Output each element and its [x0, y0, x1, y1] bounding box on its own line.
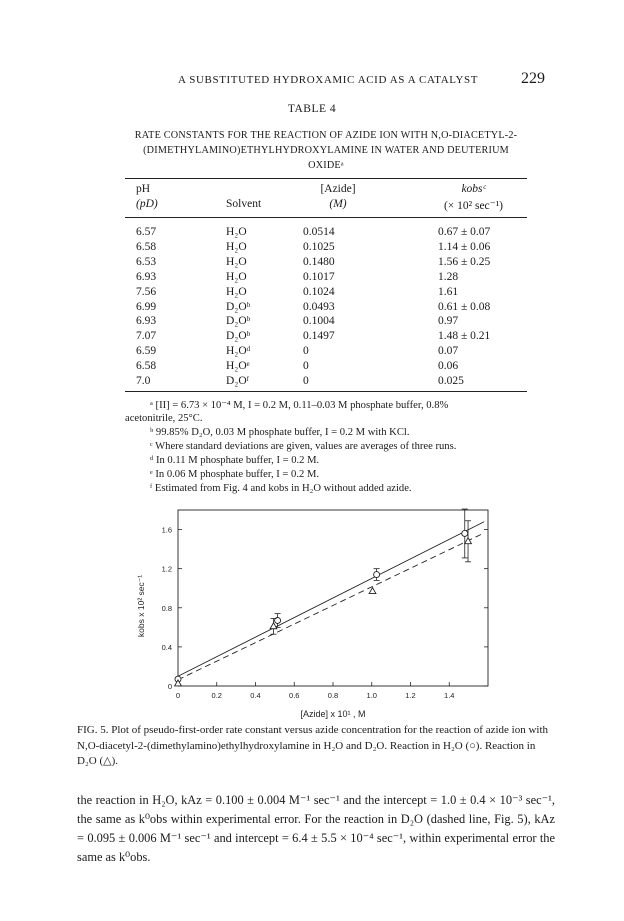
table-cell-ph: 7.56	[136, 285, 157, 298]
footnote-b: ᵇ 99.85% D₂O, 0.03 M phosphate buffer, I = 0.2 M with KCl.	[150, 427, 410, 438]
table-cell-ph: 7.07	[136, 330, 157, 343]
header-kobs: kobsᶜ	[461, 183, 486, 195]
footnote-a-cont: acetonitrile, 25°C.	[125, 413, 203, 424]
body-paragraph: the reaction in H₂O, kAz = 0.100 ± 0.004 M⁻¹ sec⁻¹ and the intercept = 1.0 ± 0.4 × 10⁻³ sec⁻¹, the same as k⁰obs within experimental error. For the reaction in D₂O (dashed line, Fig. 5), kAz = 0.095 ± 0.006 M⁻¹ sec⁻¹ and intercept = 6.4 ± 5.5 × 10⁻⁴ sec⁻¹, within experimental error the same as k⁰obs.	[77, 793, 555, 864]
table-cell-kobs: 1.14 ± 0.06	[438, 240, 491, 253]
footnote-c: ᶜ Where standard deviations are given, values are averages of three runs.	[150, 441, 457, 452]
table-cell-solvent: H₂Oᵉ	[226, 360, 250, 373]
table-cell-azide: 0.1004	[303, 315, 335, 328]
table-top-rule	[125, 178, 527, 179]
table-cell-solvent: H₂O	[226, 240, 247, 253]
table-cell-azide: 0.1024	[303, 285, 335, 298]
x-tick-label: 0.8	[327, 691, 339, 700]
x-tick-label: 0.4	[250, 691, 261, 700]
table-cell-kobs: 0.06	[438, 360, 459, 373]
header-pd: (pD)	[136, 198, 158, 210]
table-bottom-rule	[125, 391, 527, 392]
table-cell-solvent: D₂Oᶠ	[226, 375, 250, 387]
table-cell-ph: 6.59	[136, 345, 157, 358]
data-point-h2o	[374, 572, 380, 578]
y-tick-label: 1.2	[161, 564, 172, 574]
table-cell-ph: 6.53	[136, 255, 157, 268]
data-point-d2o	[465, 538, 472, 544]
header-azide: [Azide]	[320, 183, 356, 195]
table-cell-kobs: 0.67 ± 0.07	[438, 226, 491, 238]
table-cell-kobs: 0.07	[438, 345, 459, 358]
table-cell-solvent: H₂O	[226, 285, 247, 298]
table-cell-kobs: 1.28	[438, 270, 459, 283]
x-tick-label: 1.2	[405, 691, 416, 700]
y-tick-label: 0	[167, 682, 172, 691]
table-cell-kobs: 1.56 ± 0.25	[438, 255, 491, 268]
running-head: A SUBSTITUTED HYDROXAMIC ACID AS A CATALYST	[178, 74, 479, 86]
table-cell-ph: 7.0	[136, 375, 151, 387]
table-cell-solvent: D₂Oᵇ	[226, 315, 251, 328]
table-cell-azide: 0	[303, 345, 309, 358]
table-cell-solvent: D₂Oᵇ	[226, 330, 251, 343]
footnote-a: ᵃ [II] = 6.73 × 10⁻⁴ M, I = 0.2 M, 0.11–0.03 M phosphate buffer, 0.8%	[150, 400, 449, 411]
table-cell-azide: 0.1497	[303, 330, 335, 343]
x-tick-label: 0.6	[289, 691, 300, 700]
data-point-d2o	[270, 623, 277, 629]
page-header	[90, 70, 545, 90]
fit-line-h2o	[178, 522, 484, 676]
table-cell-ph: 6.93	[136, 270, 157, 283]
table-cell-kobs: 0.025	[438, 375, 464, 387]
table-cell-azide: 0.1480	[303, 255, 335, 268]
y-tick-label: 0.4	[161, 642, 172, 652]
table-cell-kobs: 0.61 ± 0.08	[438, 300, 491, 313]
data-point-h2o	[462, 530, 468, 536]
table-cell-solvent: H₂O	[226, 270, 247, 283]
y-tick-label: 1.6	[161, 525, 172, 535]
footnote-f: ᶠ Estimated from Fig. 4 and kobs in H₂O without added azide.	[150, 483, 412, 494]
table-cell-azide: 0	[303, 375, 309, 387]
table-cell-ph: 6.99	[136, 300, 157, 313]
footnote-d: ᵈ In 0.11 M phosphate buffer, I = 0.2 M.	[150, 455, 320, 466]
table-cell-azide: 0	[303, 360, 309, 373]
table-label: TABLE 4	[287, 103, 337, 115]
x-tick-label: 0.2	[211, 691, 222, 700]
table-cell-azide: 0.1017	[303, 270, 335, 283]
table-cell-kobs: 1.61	[438, 285, 459, 298]
figure-caption: FIG. 5. Plot of pseudo-first-order rate constant versus azide concentration for the reaction of azide ion with N,O-diacetyl-2-(dimethylamino)ethylhydroxylamine in H₂O and D₂O. Reaction in H₂O (○). Reaction in D₂O (△).	[77, 724, 549, 767]
header-rule	[125, 217, 527, 218]
table-cell-azide: 0.0493	[303, 300, 335, 313]
footnote-e: ᵉ In 0.06 M phosphate buffer, I = 0.2 M.	[150, 469, 320, 480]
x-axis-label: [Azide] x 10¹ , M	[300, 709, 366, 719]
table-cell-azide: 0.0514	[303, 226, 335, 238]
page-number: 229	[521, 70, 545, 87]
header-azide-unit: (M)	[329, 198, 347, 210]
x-tick-label: 1.0	[366, 691, 377, 700]
table-cell-ph: 6.58	[136, 240, 157, 253]
table-cell-solvent: H₂Oᵈ	[226, 345, 251, 358]
fit-line-d2o	[178, 533, 484, 680]
table-cell-ph: 6.57	[136, 226, 157, 238]
x-tick-label: 1.4	[444, 691, 455, 700]
table-cell-kobs: 0.97	[438, 315, 459, 328]
table-cell-ph: 6.58	[136, 360, 157, 373]
header-solvent: Solvent	[226, 198, 262, 210]
table-caption: RATE CONSTANTS FOR THE REACTION OF AZIDE ION WITH N,O-DIACETYL-2-(DIMETHYLAMINO)ETHYLHYDROXYLAMINE IN WATER AND DEUTERIUM OXIDEᵃ	[134, 130, 518, 171]
table-cell-ph: 6.93	[136, 315, 157, 328]
header-kobs-unit: (× 10² sec⁻¹)	[443, 200, 504, 212]
header-ph: pH	[136, 183, 151, 195]
table-cell-azide: 0.1025	[303, 240, 335, 253]
data-point-d2o	[369, 588, 376, 594]
y-axis-label: kobs x 10² sec⁻¹	[136, 574, 146, 638]
table-cell-solvent: H₂O	[226, 226, 247, 238]
table-cell-solvent: H₂O	[226, 255, 247, 268]
x-tick-label: 0	[175, 691, 181, 700]
table-cell-kobs: 1.48 ± 0.21	[438, 330, 491, 343]
y-tick-label: 0.8	[161, 603, 172, 613]
figure-5-plot	[130, 508, 530, 723]
table-cell-solvent: D₂Oᵇ	[226, 300, 251, 313]
